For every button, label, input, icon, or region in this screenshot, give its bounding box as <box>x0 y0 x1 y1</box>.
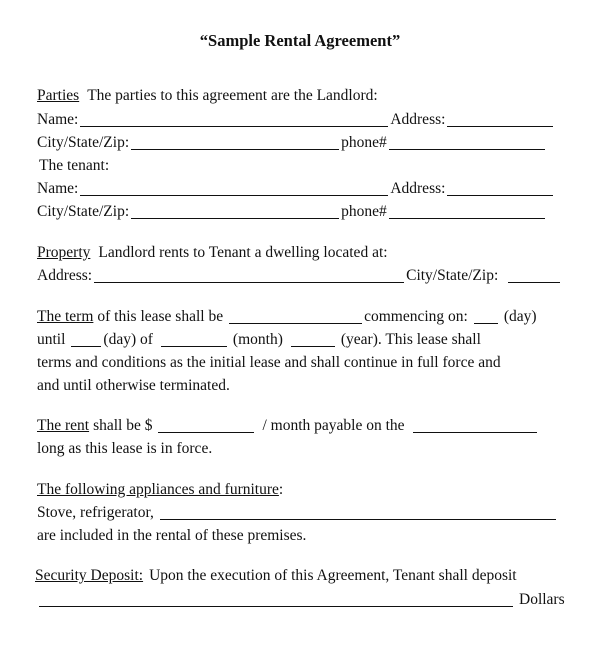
deposit-line-2 <box>37 590 568 610</box>
deposit-line-1 <box>35 566 568 586</box>
appliances-list-blank[interactable] <box>160 504 556 520</box>
tenant-name-blank[interactable] <box>80 180 388 196</box>
tenant-name-label: Name: <box>37 180 79 197</box>
deposit-dollars: Dollars <box>519 591 565 608</box>
term-line-1 <box>37 307 568 327</box>
rent-amount-blank[interactable] <box>158 417 254 433</box>
tenant-label: The tenant: <box>39 157 110 174</box>
tenant-phone-blank[interactable] <box>389 203 545 219</box>
rent-text-1: shall be $ <box>93 417 153 434</box>
property-address-line <box>37 266 568 286</box>
parties-intro: The parties to this agreement are the Landlord: <box>87 87 378 104</box>
tenant-city-blank[interactable] <box>131 203 339 219</box>
property-city-label: City/State/Zip: <box>406 267 499 284</box>
property-city-blank[interactable] <box>508 267 560 283</box>
term-text-2: commencing on: <box>364 308 468 325</box>
term-year-text: (year). This lease shall <box>340 331 481 348</box>
rent-line-1 <box>37 416 568 436</box>
landlord-city-label: City/State/Zip: <box>37 134 130 151</box>
property-intro: Landlord rents to Tenant a dwelling located at: <box>98 244 388 261</box>
appliances-heading-line <box>37 480 568 500</box>
landlord-phone-blank[interactable] <box>389 134 545 150</box>
appliances-list-label: Stove, refrigerator, <box>37 504 154 521</box>
rent-heading: The rent <box>37 417 90 434</box>
term-text-1: of this lease shall be <box>97 308 224 325</box>
landlord-phone-label: phone# <box>341 134 387 151</box>
term-end-day-blank[interactable] <box>71 331 101 347</box>
deposit-heading: Security Deposit: <box>35 567 144 584</box>
term-day-label: (day) <box>503 308 537 325</box>
appliances-list-line <box>37 503 568 523</box>
tenant-city-line <box>37 202 568 222</box>
property-address-label: Address: <box>37 267 93 284</box>
landlord-address-label: Address: <box>390 111 446 128</box>
term-text-3: terms and conditions as the initial lease and shall continue in full force and <box>37 354 501 371</box>
landlord-name-blank[interactable] <box>80 111 388 127</box>
landlord-name-label: Name: <box>37 111 79 128</box>
term-line-3 <box>37 353 568 373</box>
deposit-amount-blank[interactable] <box>39 591 513 607</box>
tenant-city-label: City/State/Zip: <box>37 203 130 220</box>
term-month-label: (month) <box>232 331 283 348</box>
landlord-city-line <box>37 133 568 153</box>
term-line-4 <box>37 376 568 396</box>
tenant-label-line <box>37 156 568 176</box>
appliances-heading: The following appliances and furniture <box>37 481 279 498</box>
term-text-4: and until otherwise terminated. <box>37 377 230 394</box>
term-end-month-blank[interactable] <box>161 331 227 347</box>
tenant-address-blank[interactable] <box>447 180 553 196</box>
appliances-line-3 <box>37 526 568 546</box>
tenant-phone-label: phone# <box>341 203 387 220</box>
term-until: until <box>37 331 66 348</box>
rent-text-3: long as this lease is in force. <box>37 440 213 457</box>
term-line-2 <box>37 330 568 350</box>
landlord-name-line <box>37 110 568 130</box>
rent-text-2: / month payable on the <box>262 417 405 434</box>
appliances-heading-colon: : <box>278 481 284 498</box>
property-intro-line <box>37 243 568 263</box>
property-address-blank[interactable] <box>94 267 404 283</box>
landlord-address-blank[interactable] <box>447 111 553 127</box>
parties-intro-line <box>37 86 568 106</box>
term-day-of: (day) of <box>103 331 153 348</box>
term-length-blank[interactable] <box>229 308 362 324</box>
document-title: “Sample Rental Agreement” <box>199 31 401 50</box>
landlord-city-blank[interactable] <box>131 134 339 150</box>
tenant-name-line <box>37 179 568 199</box>
tenant-address-label: Address: <box>390 180 446 197</box>
term-start-day-blank[interactable] <box>474 308 498 324</box>
term-end-year-blank[interactable] <box>291 331 335 347</box>
parties-heading: Parties <box>37 87 80 104</box>
rent-line-2 <box>37 439 568 459</box>
deposit-text: Upon the execution of this Agreement, Tenant shall deposit <box>149 567 517 584</box>
rent-due-blank[interactable] <box>413 417 537 433</box>
term-heading: The term <box>37 308 94 325</box>
appliances-included-text: are included in the rental of these premises. <box>37 527 307 544</box>
property-heading: Property <box>37 244 91 261</box>
